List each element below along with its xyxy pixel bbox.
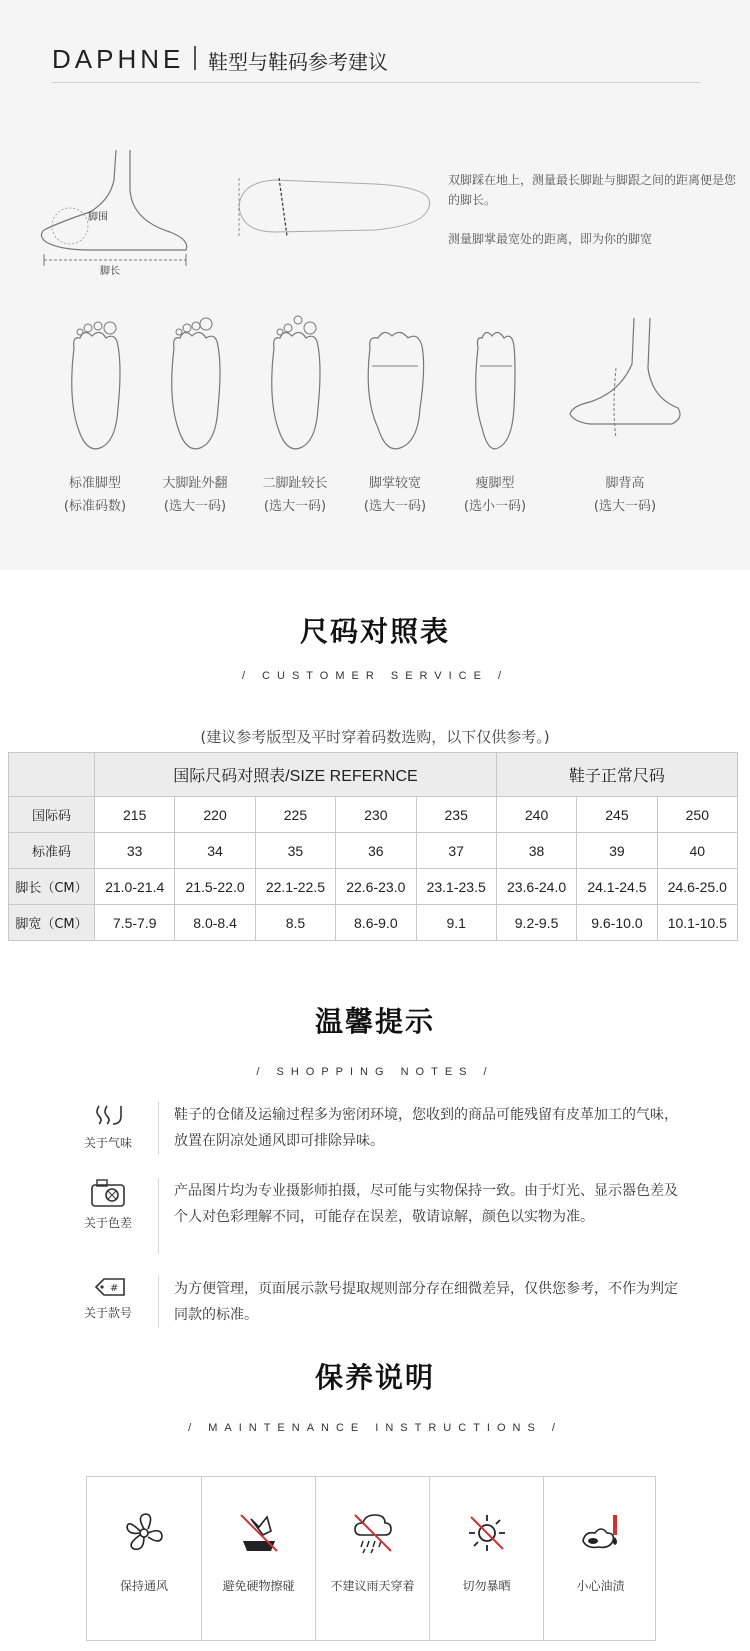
table-cell: 8.6-9.0	[336, 905, 416, 941]
foot-type-name: 瘦脚型	[475, 476, 515, 491]
foot-type-slim	[440, 308, 550, 514]
foot-type-standard	[40, 308, 150, 514]
table-cell: 21.0-21.4	[95, 869, 175, 905]
page-title: 鞋型与鞋码参考建议	[208, 50, 388, 74]
note-divider	[158, 1178, 159, 1254]
note-text: 为方便管理，页面展示款号提取规则部分存在细微差异，仅供您参考，不作为判定同款的标准。	[174, 1281, 678, 1323]
row-header: 国际码	[9, 797, 95, 833]
table-cell: 215	[95, 797, 175, 833]
size-table	[8, 752, 738, 941]
table-cell: 9.1	[416, 905, 496, 941]
size-section-subtitle: / CUSTOMER SERVICE /	[241, 670, 509, 682]
note-text: 鞋子的仓储及运输过程多为密闭环境，您收到的商品可能残留有皮革加工的气味，放置在阴凉处通风即可排除异味。	[174, 1107, 678, 1149]
header-divider	[52, 82, 700, 83]
measure-width-text: 测量脚掌最宽处的距离，即为你的脚宽	[448, 232, 653, 246]
table-cell: 7.5-7.9	[95, 905, 175, 941]
note-item-odor	[78, 1102, 678, 1158]
foot-type-name: 二脚趾较长	[262, 476, 328, 491]
foot-outline-icon	[260, 308, 330, 458]
svg-text:#: #	[110, 1283, 119, 1294]
table-title-right: 鞋子正常尺码	[496, 753, 737, 797]
note-divider	[158, 1102, 159, 1154]
measure-length-text: 双脚踩在地上，测量最长脚趾与脚跟之间的距离便是您的脚长。	[448, 173, 737, 207]
row-header: 脚长（CM）	[9, 869, 95, 905]
table-cell: 220	[175, 797, 255, 833]
fan-icon	[122, 1511, 166, 1555]
foot-type-wide	[340, 308, 450, 514]
table-cell: 9.6-10.0	[577, 905, 657, 941]
foot-length-label: 脚长	[100, 266, 120, 277]
table-cell: 250	[657, 797, 737, 833]
table-cell: 225	[255, 797, 335, 833]
table-cell: 21.5-22.0	[175, 869, 255, 905]
table-cell: 39	[577, 833, 657, 869]
foot-outline-icon	[60, 308, 130, 458]
table-cell: 23.1-23.5	[416, 869, 496, 905]
row-header: 标准码	[9, 833, 95, 869]
foot-type-suggestion: (选大一码)	[263, 499, 327, 514]
maintenance-item-oil	[543, 1477, 657, 1640]
foot-guide-panel	[0, 0, 750, 570]
foot-type-suggestion: (选大一码)	[163, 499, 227, 514]
notes-section-title: 温馨提示	[314, 1005, 435, 1038]
table-title: 国际尺码对照表/SIZE REFERNCE	[95, 753, 497, 797]
table-cell: 22.6-23.0	[336, 869, 416, 905]
foot-type-high-instep	[560, 308, 690, 514]
oil-stain-icon	[579, 1511, 623, 1555]
note-text: 产品图片均为专业摄影师拍摄，尽可能与实物保持一致。由于灯光、显示器色差及个人对色彩理解不同，可能存在误差，敬请谅解，颜色以实物为准。	[174, 1183, 678, 1225]
note-item-style-number	[78, 1276, 678, 1332]
note-label: 关于气味	[83, 1136, 132, 1150]
table-header-row	[9, 753, 738, 797]
foot-type-suggestion: (标准码数)	[63, 499, 127, 514]
note-divider	[158, 1276, 159, 1328]
foot-type-name: 标准脚型	[68, 476, 121, 491]
table-cell: 34	[175, 833, 255, 869]
foot-type-list	[40, 308, 730, 538]
note-label: 关于色差	[83, 1216, 132, 1230]
foot-top-illustration	[235, 170, 435, 250]
foot-outline-icon	[460, 308, 530, 458]
row-header: 脚宽（CM）	[9, 905, 95, 941]
table-corner	[9, 753, 95, 797]
foot-girth-label: 脚围	[88, 212, 108, 223]
table-cell: 8.0-8.4	[175, 905, 255, 941]
foot-outline-icon	[160, 308, 230, 458]
brand-divider	[194, 46, 196, 70]
note-label: 关于款号	[83, 1306, 132, 1320]
tag-icon	[88, 1276, 128, 1298]
table-cell: 240	[496, 797, 576, 833]
foot-type-suggestion: (选小一码)	[463, 499, 527, 514]
maintenance-item-no-sun	[429, 1477, 543, 1640]
foot-type-suggestion: (选大一码)	[593, 499, 657, 514]
table-cell: 24.6-25.0	[657, 869, 737, 905]
notes-section-subtitle: / SHOPPING NOTES /	[256, 1066, 494, 1078]
camera-icon	[88, 1178, 128, 1208]
table-cell: 245	[577, 797, 657, 833]
table-cell: 33	[95, 833, 175, 869]
foot-outline-icon	[360, 308, 430, 458]
foot-type-name: 脚掌较宽	[368, 476, 421, 491]
no-sun-icon	[465, 1511, 509, 1555]
foot-type-suggestion: (选大一码)	[363, 499, 427, 514]
foot-side-icon	[560, 308, 690, 458]
table-cell: 35	[255, 833, 335, 869]
foot-type-name: 大脚趾外翻	[162, 476, 228, 491]
foot-type-bunion	[140, 308, 250, 514]
note-item-color	[78, 1178, 678, 1258]
maintenance-grid	[86, 1476, 656, 1641]
maintenance-label: 避免硬物擦碰	[222, 1579, 295, 1593]
table-row	[9, 905, 738, 941]
table-cell: 38	[496, 833, 576, 869]
maintenance-section-subtitle: / MAINTENANCE INSTRUCTIONS /	[188, 1422, 562, 1434]
table-row	[9, 833, 738, 869]
table-row	[9, 869, 738, 905]
table-cell: 24.1-24.5	[577, 869, 657, 905]
maintenance-item-ventilate	[87, 1477, 201, 1640]
table-cell: 8.5	[255, 905, 335, 941]
maintenance-item-no-rain	[315, 1477, 429, 1640]
table-cell: 10.1-10.5	[657, 905, 737, 941]
table-cell: 37	[416, 833, 496, 869]
maintenance-item-no-hard	[201, 1477, 315, 1640]
size-section-title: 尺码对照表	[299, 615, 450, 648]
foot-type-long-second-toe	[240, 308, 350, 514]
table-cell: 9.2-9.5	[496, 905, 576, 941]
table-row	[9, 797, 738, 833]
maintenance-section-title: 保养说明	[314, 1361, 435, 1394]
table-cell: 22.1-22.5	[255, 869, 335, 905]
table-cell: 235	[416, 797, 496, 833]
no-hard-object-icon	[237, 1511, 281, 1555]
no-rain-icon	[351, 1511, 395, 1555]
table-cell: 40	[657, 833, 737, 869]
foot-side-illustration	[30, 150, 210, 280]
brand-logo: DAPHNE	[52, 44, 185, 74]
maintenance-label: 保持通风	[119, 1579, 168, 1593]
odor-icon	[91, 1102, 125, 1128]
table-cell: 23.6-24.0	[496, 869, 576, 905]
maintenance-label: 切勿暴晒	[462, 1579, 511, 1593]
size-note: (建议参考版型及平时穿着码数选购，以下仅供参考。)	[200, 728, 550, 746]
maintenance-label: 小心油渍	[576, 1579, 625, 1593]
maintenance-label: 不建议雨天穿着	[330, 1579, 415, 1593]
table-cell: 230	[336, 797, 416, 833]
foot-type-name: 脚背高	[605, 476, 645, 491]
table-cell: 36	[336, 833, 416, 869]
